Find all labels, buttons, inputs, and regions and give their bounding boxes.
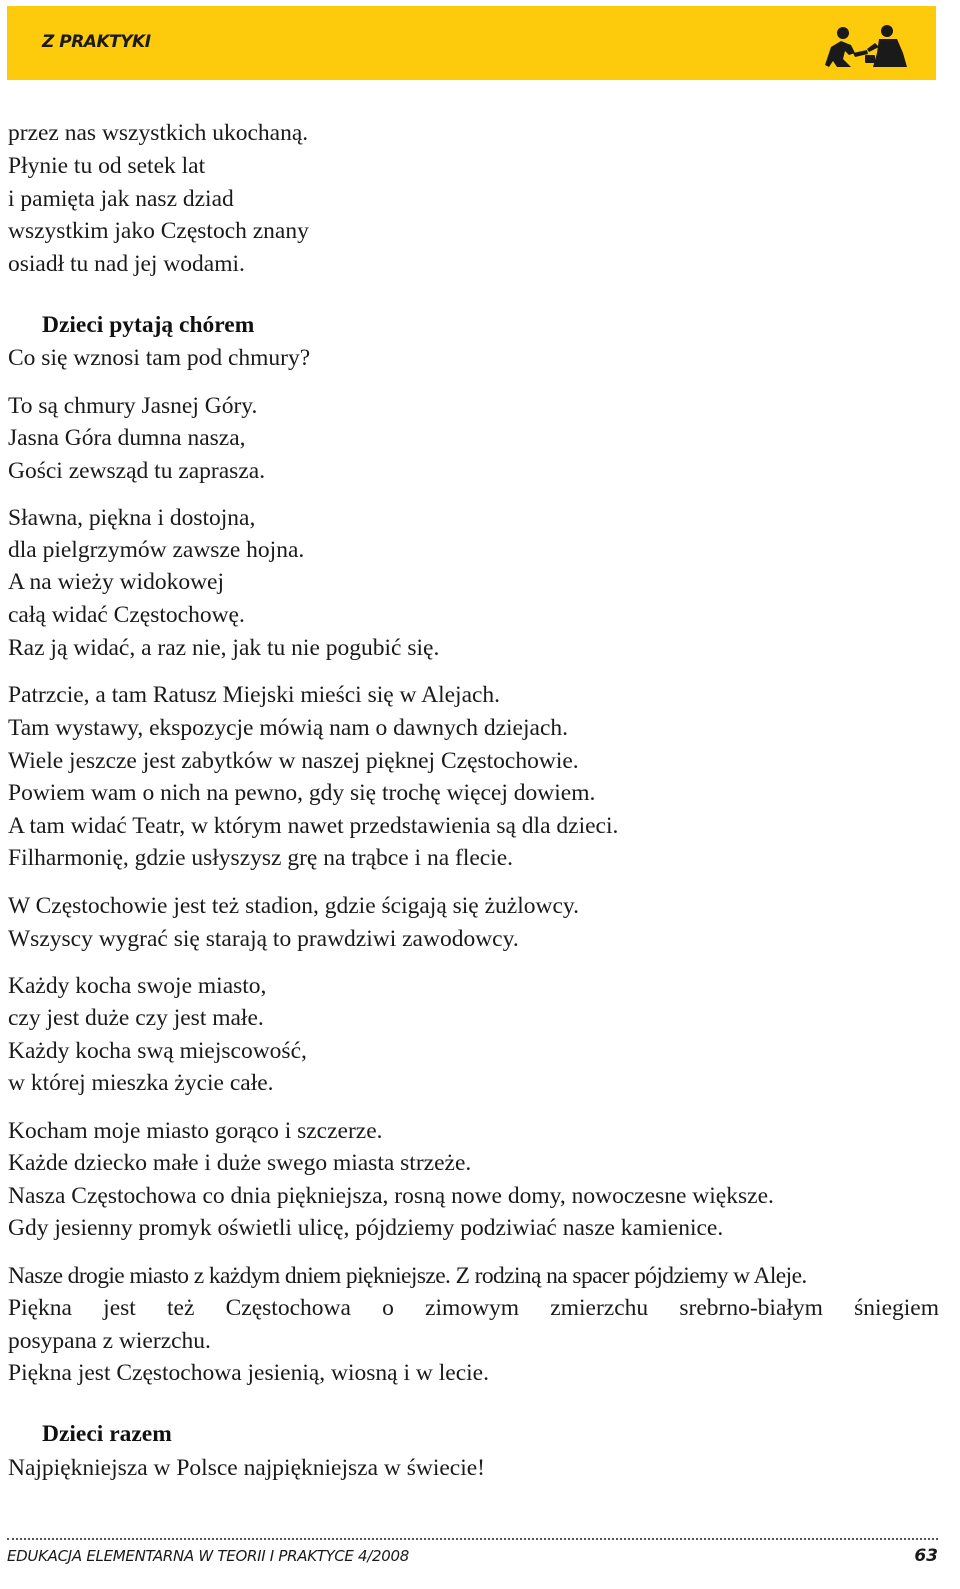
poem-line: wszystkim jako Częstoch znany	[8, 218, 309, 244]
poem-line: posypana z wierzchu.	[8, 1328, 211, 1354]
poem-line: Wiele jeszcze jest zabytków w naszej pięknej Częstochowie.	[8, 748, 579, 774]
poem-line: W Częstochowie jest też stadion, gdzie ścigają się żużlowcy.	[8, 893, 579, 919]
footer-divider	[7, 1538, 938, 1541]
poem-line: Płynie tu od setek lat	[8, 153, 206, 179]
poem-line: całą widać Częstochowę.	[8, 602, 245, 628]
poem-line: Każde dziecko małe i duże swego miasta strzeże.	[8, 1150, 472, 1176]
page-number: 63	[914, 1546, 938, 1566]
poem-line: Jasna Góra dumna nasza,	[8, 425, 246, 451]
poem-line: Kocham moje miasto gorąco i szczerze.	[8, 1118, 383, 1144]
poem-line: osiadł tu nad jej wodami.	[8, 251, 245, 277]
poem-line: przez nas wszystkich ukochaną.	[8, 120, 309, 146]
poem-line: Filharmonię, gdzie usłyszysz grę na trąbce i na flecie.	[8, 845, 514, 871]
poem-line: Sławna, piękna i dostojna,	[8, 505, 256, 531]
section-title: Z PRAKTYKI	[42, 32, 151, 52]
children-playing-icon	[815, 23, 913, 71]
poem-line: Gości zewsząd tu zaprasza.	[8, 458, 266, 484]
poem-line: Raz ją widać, a raz nie, jak tu nie pogubić się.	[8, 635, 440, 661]
poem-line: czy jest duże czy jest małe.	[8, 1005, 264, 1031]
poem-line: Powiem wam o nich na pewno, gdy się trochę więcej dowiem.	[8, 780, 596, 806]
poem-line: Co się wznosi tam pod chmury?	[8, 345, 311, 371]
poem-heading: Dzieci pytają chórem	[42, 312, 255, 338]
poem-line: dla pielgrzymów zawsze hojna.	[8, 537, 305, 563]
poem-line: Tam wystawy, ekspozycje mówią nam o dawnych dziejach.	[8, 715, 568, 741]
poem-line: Każdy kocha swoje miasto,	[8, 973, 267, 999]
poem-line: Gdy jesienny promyk oświetli ulicę, pójdziemy podziwiać nasze kamienice.	[8, 1215, 724, 1241]
poem-line: Każdy kocha swą miejscowość,	[8, 1038, 307, 1064]
poem-line: w której mieszka życie całe.	[8, 1070, 274, 1096]
poem-heading: Dzieci razem	[42, 1421, 172, 1447]
poem-line: Patrzcie, a tam Ratusz Miejski mieści się w Alejach.	[8, 682, 501, 708]
poem-line: A tam widać Teatr, w którym nawet przedstawienia są dla dzieci.	[8, 813, 619, 839]
poem-line: A na wieży widokowej	[8, 569, 225, 595]
header-bar	[7, 6, 936, 80]
footer-journal-title: EDUKACJA ELEMENTARNA W TEORII I PRAKTYCE 4/2008	[7, 1547, 409, 1565]
poem-line: Piękna jest też Częstochowa o zimowym zmierzchu srebrno-białym śniegiem	[8, 1295, 939, 1321]
poem-line: To są chmury Jasnej Góry.	[8, 393, 258, 419]
poem-line: Wszyscy wygrać się starają to prawdziwi zawodowcy.	[8, 926, 519, 952]
poem-line: Piękna jest Częstochowa jesienią, wiosną i w lecie.	[8, 1360, 489, 1386]
poem-line: i pamięta jak nasz dziad	[8, 186, 234, 212]
poem-line: Nasze drogie miasto z każdym dniem piękniejsze. Z rodziną na spacer pójdziemy w Aleje.	[8, 1263, 807, 1289]
poem-line: Najpiękniejsza w Polsce najpiękniejsza w świecie!	[8, 1455, 486, 1481]
poem-line: Nasza Częstochowa co dnia piękniejsza, rosną nowe domy, nowoczesne większe.	[8, 1183, 774, 1209]
